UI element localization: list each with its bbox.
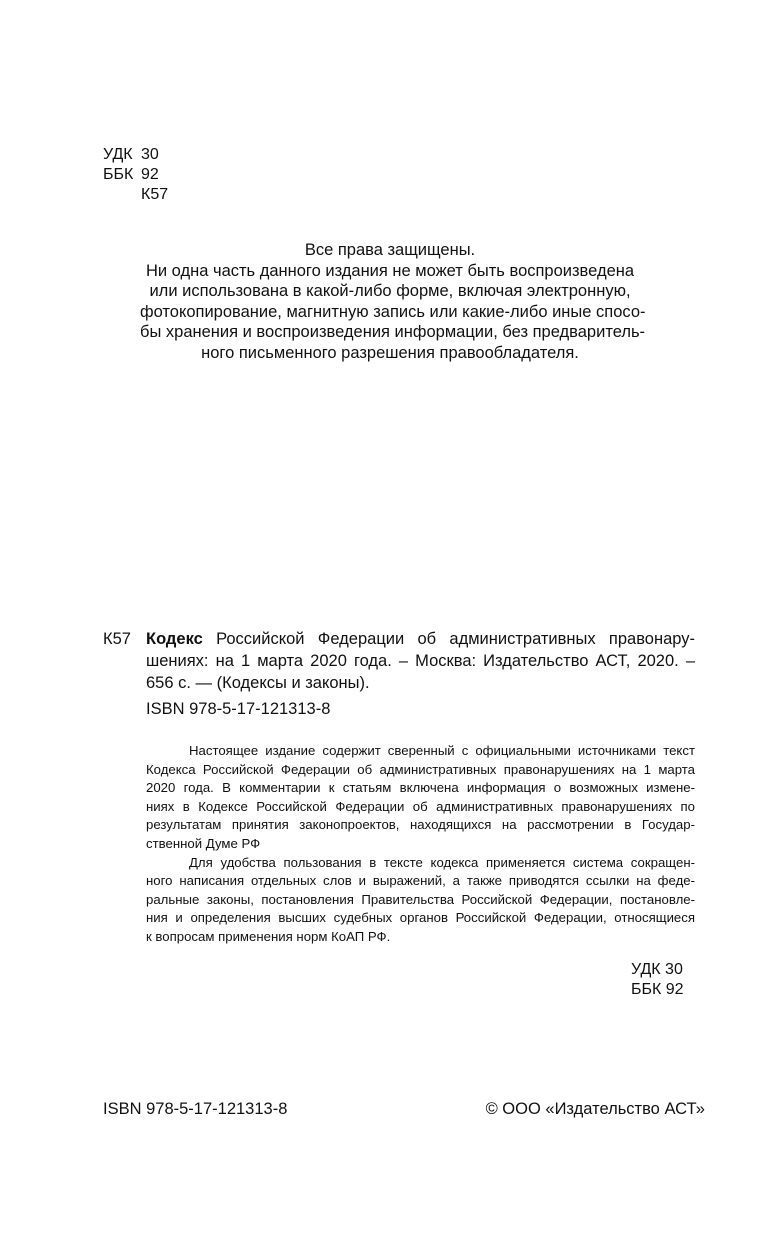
annotation-line: Настоящее издание содержит сверенный с официальными источниками текст [189, 743, 695, 758]
biblio-line-3: 656 с. — (Кодексы и законы). [146, 674, 370, 692]
classification-top [103, 145, 168, 205]
rights-line: Ни одна часть данного издания не может быть воспроизведена [145, 261, 635, 280]
biblio-isbn: ISBN 978-5-17-121313-8 [146, 700, 331, 718]
bbk-value: 92 [141, 166, 159, 183]
udk-bottom: УДК 30 [631, 961, 683, 978]
bbk-label: ББК [103, 166, 134, 183]
book-title: Кодекс [146, 630, 203, 648]
bibliographic-record [103, 628, 695, 694]
copyright-notice: © ООО «Издательство АСТ» [485, 1100, 705, 1118]
annotation-line: Для удобства пользования в тексте кодекса применяется система сокращен- [189, 854, 695, 870]
udk-value: 30 [141, 146, 159, 163]
annotation-line: 2020 года. В комментарии к статьям включена информация о возможных измене- [146, 780, 695, 796]
author-sign: К57 [141, 186, 169, 203]
annotation [146, 742, 695, 947]
rights-line: или использована в какой-либо форме, включая электронную, [149, 282, 631, 300]
biblio-line-2: шениях: на 1 марта 2020 года. – Москва: Издательство АСТ, 2020. – [146, 652, 695, 670]
annotation-line: ного написания отдельных слов и выражений, а также приводятся ссылки на феде- [146, 873, 695, 889]
annotation-line: результатам принятия законопроектов, находящихся на рассмотрении в Государ- [146, 817, 695, 833]
biblio-line-1 [146, 628, 695, 650]
footer-isbn: ISBN 978-5-17-121313-8 [103, 1100, 288, 1118]
biblio-line-1-rest: Российской Федерации об административных правонару- [202, 630, 695, 648]
biblio-author-sign: К57 [103, 630, 131, 648]
annotation-line: Кодекса Российской Федерации об административных правонарушениях на 1 марта [146, 761, 695, 777]
annotation-line: к вопросам применения норм КоАП РФ. [146, 928, 391, 944]
annotation-line: ственной Думе РФ [146, 835, 261, 851]
annotation-line: ральные законы, постановления Правительства Российской Федерации, постановле- [146, 891, 695, 907]
annotation-line: ния и определения высших судебных органов Российской Федерации, относящиеся [146, 910, 695, 926]
annotation-line: ниях в Кодексе Российской Федерации об административных правонарушениях по [146, 798, 695, 814]
classification-bottom [631, 960, 684, 1000]
rights-notice [140, 240, 646, 363]
rights-line: ного письменного разрешения правообладателя. [201, 343, 579, 362]
rights-line: бы хранения и воспроизведения информации, без предваритель- [140, 323, 646, 341]
bbk-bottom: ББК 92 [631, 981, 684, 998]
rights-line: Все права защищены. [304, 241, 476, 259]
rights-line: фотокопирование, магнитную запись или какие-либо иные спосо- [140, 302, 646, 321]
udk-label: УДК [103, 146, 133, 163]
